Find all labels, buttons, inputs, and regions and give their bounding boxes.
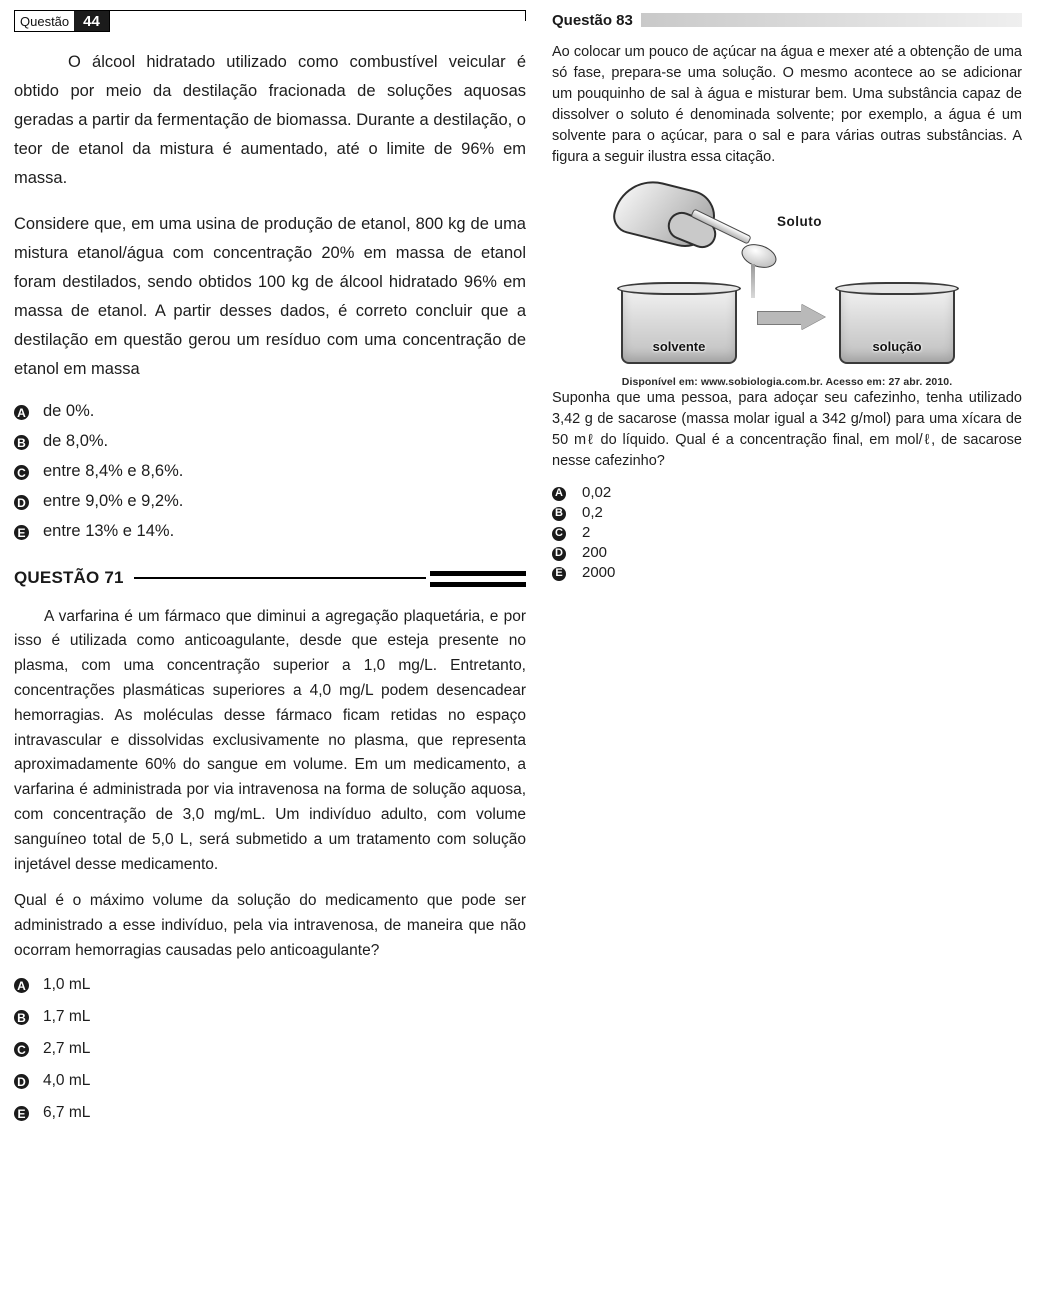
alternative-marker: C	[552, 527, 566, 541]
alternative-marker: E	[14, 525, 29, 540]
figure-source-credit: Disponível em: www.sobiologia.com.br. Acesso em: 27 abr. 2010.	[621, 376, 953, 389]
question-71-rule	[134, 571, 526, 585]
dissolution-figure	[552, 182, 1022, 389]
alternative-marker: A	[552, 487, 566, 501]
alternative-text: 200	[582, 544, 608, 562]
alternative-option[interactable]	[552, 504, 1022, 521]
alternative-option[interactable]	[14, 1104, 526, 1122]
question-83-prompt	[552, 388, 1022, 472]
alternative-text: de 8,0%.	[43, 431, 109, 450]
arrow-right-icon	[757, 306, 825, 328]
question-44-label-box	[14, 10, 110, 32]
alternative-text: entre 9,0% e 9,2%.	[43, 491, 184, 510]
alternative-option[interactable]	[552, 484, 1022, 501]
question-83-paragraph: Ao colocar um pouco de açúcar na água e mexer até a obtenção de uma só fase, prepara-se uma solução. O mesmo acontece ao se adicionar um pouquinho de sal à água e misturar bem. Uma substância capaz de dissolver o soluto é denominada solvente; por exemplo, a água é um solvente para o açúcar, para o sal e para várias outras substâncias. A figura a seguir ilustra essa citação.	[552, 44, 1022, 166]
question-71-title: QUESTÃO 71	[14, 567, 124, 587]
alternative-text: 0,2	[582, 504, 603, 522]
question-44	[14, 10, 526, 541]
question-83	[552, 10, 1022, 581]
question-44-header	[14, 10, 526, 34]
question-44-rule	[110, 10, 526, 21]
beaker-solucao-label: solução	[872, 339, 922, 355]
arrow-shaft	[757, 311, 804, 325]
arrow-head	[801, 304, 825, 330]
alternative-marker: D	[14, 1074, 29, 1089]
alternative-marker: D	[14, 495, 29, 510]
alternative-text: 0,02	[582, 484, 612, 502]
question-71-paragraph: Qual é o máximo volume da solução do medicamento que pode ser administrado a esse indivíduo, pela via intravenosa, de maneira que não ocorram hemorragias causadas pelo anticoagulante?	[14, 892, 526, 959]
spoon-bowl-shape	[738, 240, 779, 272]
alternative-option[interactable]	[14, 976, 526, 994]
question-71-alternatives	[14, 976, 526, 1122]
alternative-option[interactable]	[552, 564, 1022, 581]
alternative-option[interactable]	[14, 432, 526, 451]
figure-inner	[597, 182, 977, 372]
alternative-text: 2,7 mL	[43, 1039, 91, 1057]
alternative-option[interactable]	[14, 492, 526, 511]
question-44-alternatives	[14, 402, 526, 541]
pouring-solute-stream	[751, 264, 755, 298]
alternative-option[interactable]	[552, 544, 1022, 561]
question-44-number: 44	[74, 11, 109, 31]
alternative-option[interactable]	[14, 462, 526, 481]
question-83-alternatives	[552, 484, 1022, 581]
question-83-header	[552, 10, 1022, 30]
alternative-option[interactable]	[552, 524, 1022, 541]
question-71-statement	[14, 605, 526, 964]
question-44-paragraph: Considere que, em uma usina de produção de etanol, 800 kg de uma mistura etanol/água com concentração 20% em massa de etanol foram destilados, sendo obtidos 100 kg de álcool hidratado 96% em massa de etanol. A partir desses dados, é correto concluir que a destilação em questão gerou um resíduo com uma concentração de etanol em massa	[14, 215, 526, 378]
alternative-marker: B	[552, 507, 566, 521]
figure-soluto-label: Soluto	[777, 214, 822, 230]
alternative-option[interactable]	[14, 1008, 526, 1026]
alternative-marker: C	[14, 1042, 29, 1057]
alternative-marker: B	[14, 1010, 29, 1025]
alternative-option[interactable]	[14, 402, 526, 421]
alternative-text: 4,0 mL	[43, 1071, 91, 1089]
question-71-paragraph: A varfarina é um fármaco que diminui a agregação plaquetária, e por isso é utilizada como anticoagulante, desde que esteja presente no plasma, com uma concentração superior a 1,0 mg/L. Entretanto, concentrações plasmáticas superiores a 4,0 mg/L podem desencadear hemorragias. As moléculas desse fármaco ficam retidas no espaço intravascular e dissolvidas exclusivamente no plasma, que representa aproximadamente 60% do sangue em volume. Em um medicamento, a varfarina é administrada por via intravenosa na forma de solução aquosa, com concentração de 3,0 mg/mL. Um indivíduo adulto, com volume sanguíneo total de 5,0 L, será submetido a um tratamento com solução injetável desse medicamento.	[14, 607, 526, 873]
question-71	[14, 567, 526, 1122]
beaker-solvente-label: solvente	[652, 339, 706, 355]
alternative-text: 1,0 mL	[43, 975, 91, 993]
alternative-marker: D	[552, 547, 566, 561]
left-column	[14, 10, 526, 1136]
question-83-title: Questão 83	[552, 11, 633, 29]
alternative-text: de 0%.	[43, 401, 95, 420]
alternative-option[interactable]	[14, 1040, 526, 1058]
question-71-header	[14, 567, 526, 589]
hand-with-spoon-illustration	[615, 182, 805, 292]
alternative-text: 2000	[582, 564, 616, 582]
question-83-question-text: Suponha que uma pessoa, para adoçar seu cafezinho, tenha utilizado 3,42 g de sacarose (massa molar igual a 342 g/mol) para uma xícara de 50 mℓ do líquido. Qual é a concentração final, em mol/ℓ, de sacarose nesse cafezinho?	[552, 390, 1022, 470]
alternative-marker: A	[14, 405, 29, 420]
alternative-text: 2	[582, 524, 591, 542]
rule-thin-line	[134, 577, 426, 579]
question-44-label: Questão	[20, 14, 70, 29]
question-44-paragraph: O álcool hidratado utilizado como combustível veicular é obtido por meio da destilação fracionada de soluções aquosas geradas a partir da fermentação de biomassa. Durante a destilação, o teor de etanol da mistura é aumentado, até o limite de 96% em massa.	[14, 53, 526, 187]
question-83-statement	[552, 42, 1022, 168]
alternative-text: 6,7 mL	[43, 1103, 91, 1121]
alternative-marker: A	[14, 978, 29, 993]
beaker-solucao	[839, 288, 955, 364]
rule-thick-bars	[430, 571, 526, 587]
right-column	[552, 10, 1022, 584]
alternative-text: entre 13% e 14%.	[43, 521, 175, 540]
alternative-text: entre 8,4% e 8,6%.	[43, 461, 184, 480]
beaker-solvente	[621, 288, 737, 364]
alternative-marker: E	[552, 567, 566, 581]
two-column-layout	[14, 10, 1025, 1136]
alternative-marker: C	[14, 465, 29, 480]
alternative-text: 1,7 mL	[43, 1007, 91, 1025]
question-44-statement	[14, 48, 526, 384]
alternative-option[interactable]	[14, 1072, 526, 1090]
alternative-marker: E	[14, 1106, 29, 1121]
alternative-marker: B	[14, 435, 29, 450]
alternative-option[interactable]	[14, 522, 526, 541]
question-83-gradient-bar	[641, 13, 1022, 27]
